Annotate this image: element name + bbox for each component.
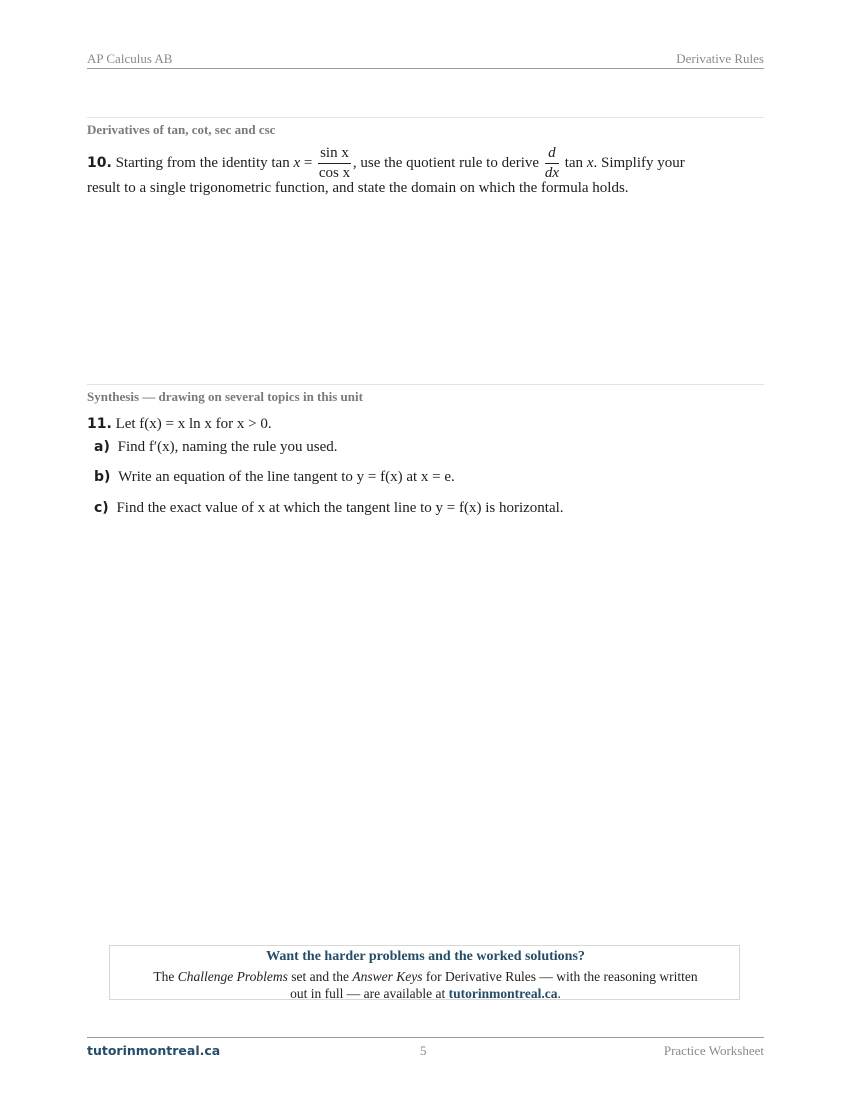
problem-number: 11. <box>87 416 112 432</box>
section-divider <box>87 117 764 118</box>
fraction-d-dx: $\frac{d}{dx}$ <box>544 145 559 181</box>
promo-title: Want the harder problems and the worked solutions? <box>266 949 585 964</box>
header-course: AP Calculus AB <box>87 51 173 66</box>
header-rule <box>87 68 764 69</box>
promo-text: The Challenge Problems set and the Answer Keys for Derivative Rules — with the reasoning written out in full — are available at tutorinmontreal.ca. <box>153 969 698 1001</box>
footer-label: Practice Worksheet <box>663 1043 764 1058</box>
problem-10-line2: result to a single trigonometric function, and state the domain on which the formula holds. <box>87 180 629 196</box>
problem-11-stem: 11. Let f(x) = x ln x for x > 0. <box>87 416 272 432</box>
section-title: Synthesis — drawing on several topics in this unit <box>87 389 363 404</box>
fraction-sin-cos: $\frac{\text{sin x}}{\text{cos x}}$ <box>318 145 351 181</box>
problem-10: 10. Starting from the identity tan x = $\frac{\text{sin x}}{\text{cos x}}$ , use the quotient rule to derive $\frac{d}{dx}$ tan x. Simplify your <box>87 145 685 181</box>
section-divider <box>87 384 764 385</box>
part-b: b) Write an equation of the line tangent to y = f(x) at x = e. <box>94 469 455 485</box>
part-c: c) Find the exact value of x at which the tangent line to y = f(x) is horizontal. <box>94 500 564 516</box>
part-a: a) Find f′(x), naming the rule you used. <box>94 439 338 455</box>
header-topic: Derivative Rules <box>676 51 764 66</box>
page-number: 5 <box>420 1043 427 1058</box>
footer-site-link[interactable]: tutorinmontreal.ca <box>87 1043 221 1058</box>
promo-link[interactable]: tutorinmontreal.ca <box>448 986 558 1001</box>
footer-rule <box>87 1037 764 1038</box>
problem-number: 10. <box>87 154 112 171</box>
section-title: Derivatives of tan, cot, sec and csc <box>87 122 276 137</box>
promo-box <box>109 945 740 1000</box>
